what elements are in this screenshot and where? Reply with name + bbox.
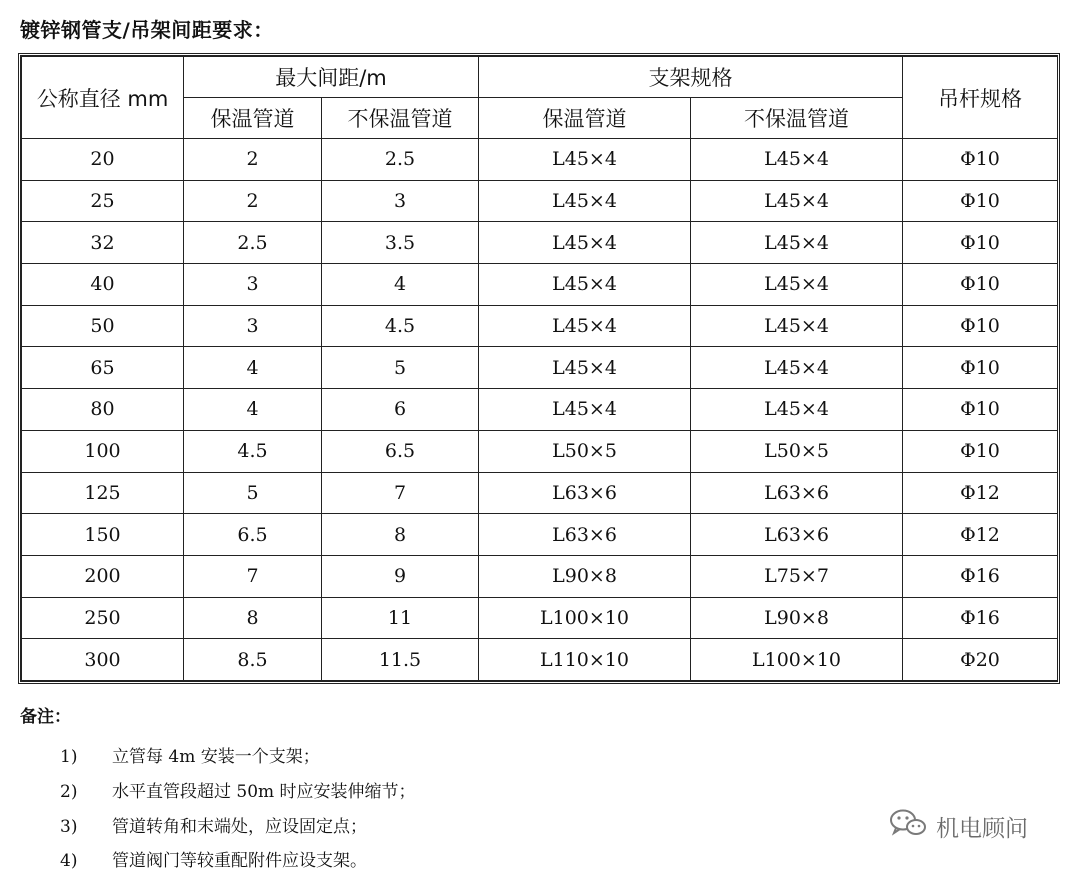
header-support-spec: 支架规格 xyxy=(479,57,903,98)
cell-rod-spec: Φ10 xyxy=(903,180,1058,222)
header-rod-spec: 吊杆规格 xyxy=(903,57,1058,139)
note-item xyxy=(60,846,367,871)
cell-spec-uninsulated: L100×10 xyxy=(691,639,903,681)
table-row xyxy=(22,305,1058,347)
cell-dn: 20 xyxy=(22,139,184,181)
cell-spacing-uninsulated: 6 xyxy=(322,389,479,431)
cell-dn: 40 xyxy=(22,264,184,306)
header-spacing-uninsulated: 不保温管道 xyxy=(322,98,479,139)
cell-spec-uninsulated: L45×4 xyxy=(691,264,903,306)
cell-rod-spec: Φ16 xyxy=(903,597,1058,639)
cell-dn: 25 xyxy=(22,180,184,222)
cell-dn: 300 xyxy=(22,639,184,681)
cell-spacing-uninsulated: 6.5 xyxy=(322,430,479,472)
cell-spec-insulated: L45×4 xyxy=(479,139,691,181)
cell-spacing-uninsulated: 9 xyxy=(322,555,479,597)
cell-spacing-insulated: 6.5 xyxy=(184,514,322,556)
cell-spec-insulated: L45×4 xyxy=(479,305,691,347)
table-row xyxy=(22,472,1058,514)
note-item xyxy=(60,812,367,837)
cell-spacing-uninsulated: 11 xyxy=(322,597,479,639)
cell-spec-insulated: L50×5 xyxy=(479,430,691,472)
cell-spec-uninsulated: L45×4 xyxy=(691,139,903,181)
cell-dn: 80 xyxy=(22,389,184,431)
cell-rod-spec: Φ12 xyxy=(903,472,1058,514)
notes-label: 备注： xyxy=(20,707,71,727)
cell-spacing-uninsulated: 4 xyxy=(322,264,479,306)
cell-dn: 250 xyxy=(22,597,184,639)
cell-spec-insulated: L100×10 xyxy=(479,597,691,639)
cell-dn: 50 xyxy=(22,305,184,347)
note-text: 水平直管段超过 50m 时应安装伸缩节； xyxy=(112,782,416,802)
cell-spacing-insulated: 2 xyxy=(184,139,322,181)
note-item xyxy=(60,777,416,802)
note-number: 3) xyxy=(60,817,78,837)
cell-spacing-insulated: 2 xyxy=(184,180,322,222)
cell-rod-spec: Φ10 xyxy=(903,222,1058,264)
table-row xyxy=(22,430,1058,472)
table-row xyxy=(22,597,1058,639)
table-row xyxy=(22,139,1058,181)
cell-spec-insulated: L45×4 xyxy=(479,222,691,264)
watermark-text: 机电顾问 xyxy=(936,815,1028,842)
table-body xyxy=(22,139,1058,681)
cell-spacing-uninsulated: 7 xyxy=(322,472,479,514)
cell-rod-spec: Φ10 xyxy=(903,305,1058,347)
note-text: 管道阀门等较重配附件应设支架。 xyxy=(112,851,367,871)
table-row xyxy=(22,347,1058,389)
cell-rod-spec: Φ12 xyxy=(903,514,1058,556)
cell-spacing-uninsulated: 8 xyxy=(322,514,479,556)
cell-spec-insulated: L90×8 xyxy=(479,555,691,597)
note-number: 2) xyxy=(60,782,78,802)
cell-spec-uninsulated: L45×4 xyxy=(691,347,903,389)
cell-spacing-insulated: 8 xyxy=(184,597,322,639)
table-row xyxy=(22,264,1058,306)
cell-spacing-insulated: 3 xyxy=(184,305,322,347)
cell-spacing-insulated: 4 xyxy=(184,389,322,431)
header-dn: 公称直径 mm xyxy=(22,57,184,139)
cell-spec-uninsulated: L90×8 xyxy=(691,597,903,639)
note-item xyxy=(60,742,320,767)
cell-spec-insulated: L45×4 xyxy=(479,389,691,431)
cell-spacing-uninsulated: 3 xyxy=(322,180,479,222)
header-max-spacing: 最大间距/m xyxy=(184,57,479,98)
cell-spec-uninsulated: L45×4 xyxy=(691,222,903,264)
cell-spacing-insulated: 4.5 xyxy=(184,430,322,472)
cell-dn: 150 xyxy=(22,514,184,556)
table-row xyxy=(22,555,1058,597)
cell-spacing-insulated: 2.5 xyxy=(184,222,322,264)
cell-spec-insulated: L63×6 xyxy=(479,472,691,514)
cell-spec-insulated: L45×4 xyxy=(479,347,691,389)
cell-spacing-uninsulated: 2.5 xyxy=(322,139,479,181)
note-text: 立管每 4m 安装一个支架； xyxy=(112,747,320,767)
note-number: 4) xyxy=(60,851,78,871)
cell-rod-spec: Φ10 xyxy=(903,139,1058,181)
page-title: 镀锌钢管支/吊架间距要求： xyxy=(20,18,274,42)
cell-dn: 200 xyxy=(22,555,184,597)
header-spacing-insulated: 保温管道 xyxy=(184,98,322,139)
cell-spec-insulated: L63×6 xyxy=(479,514,691,556)
cell-dn: 32 xyxy=(22,222,184,264)
cell-spacing-uninsulated: 3.5 xyxy=(322,222,479,264)
cell-spec-uninsulated: L63×6 xyxy=(691,514,903,556)
table-row xyxy=(22,514,1058,556)
cell-spec-uninsulated: L45×4 xyxy=(691,180,903,222)
cell-rod-spec: Φ16 xyxy=(903,555,1058,597)
header-spec-uninsulated: 不保温管道 xyxy=(691,98,903,139)
cell-dn: 65 xyxy=(22,347,184,389)
cell-spacing-uninsulated: 5 xyxy=(322,347,479,389)
cell-spacing-insulated: 8.5 xyxy=(184,639,322,681)
note-text: 管道转角和末端处，应设固定点； xyxy=(112,817,367,837)
cell-spec-insulated: L45×4 xyxy=(479,264,691,306)
cell-spacing-insulated: 7 xyxy=(184,555,322,597)
cell-spec-uninsulated: L75×7 xyxy=(691,555,903,597)
cell-spec-uninsulated: L45×4 xyxy=(691,305,903,347)
table-row xyxy=(22,180,1058,222)
cell-spec-insulated: L45×4 xyxy=(479,180,691,222)
cell-spec-uninsulated: L45×4 xyxy=(691,389,903,431)
cell-spec-insulated: L110×10 xyxy=(479,639,691,681)
table-row xyxy=(22,389,1058,431)
cell-rod-spec: Φ10 xyxy=(903,430,1058,472)
cell-spec-uninsulated: L63×6 xyxy=(691,472,903,514)
cell-rod-spec: Φ10 xyxy=(903,389,1058,431)
spacing-table xyxy=(18,53,1060,684)
cell-spacing-insulated: 5 xyxy=(184,472,322,514)
header-spec-insulated: 保温管道 xyxy=(479,98,691,139)
cell-dn: 125 xyxy=(22,472,184,514)
cell-rod-spec: Φ20 xyxy=(903,639,1058,681)
cell-rod-spec: Φ10 xyxy=(903,264,1058,306)
cell-rod-spec: Φ10 xyxy=(903,347,1058,389)
cell-dn: 100 xyxy=(22,430,184,472)
cell-spacing-insulated: 3 xyxy=(184,264,322,306)
note-number: 1) xyxy=(60,747,78,767)
wechat-icon xyxy=(888,808,928,844)
cell-spacing-insulated: 4 xyxy=(184,347,322,389)
table-row xyxy=(22,639,1058,681)
cell-spacing-uninsulated: 11.5 xyxy=(322,639,479,681)
table-row xyxy=(22,222,1058,264)
cell-spacing-uninsulated: 4.5 xyxy=(322,305,479,347)
cell-spec-uninsulated: L50×5 xyxy=(691,430,903,472)
watermark xyxy=(888,810,1028,842)
